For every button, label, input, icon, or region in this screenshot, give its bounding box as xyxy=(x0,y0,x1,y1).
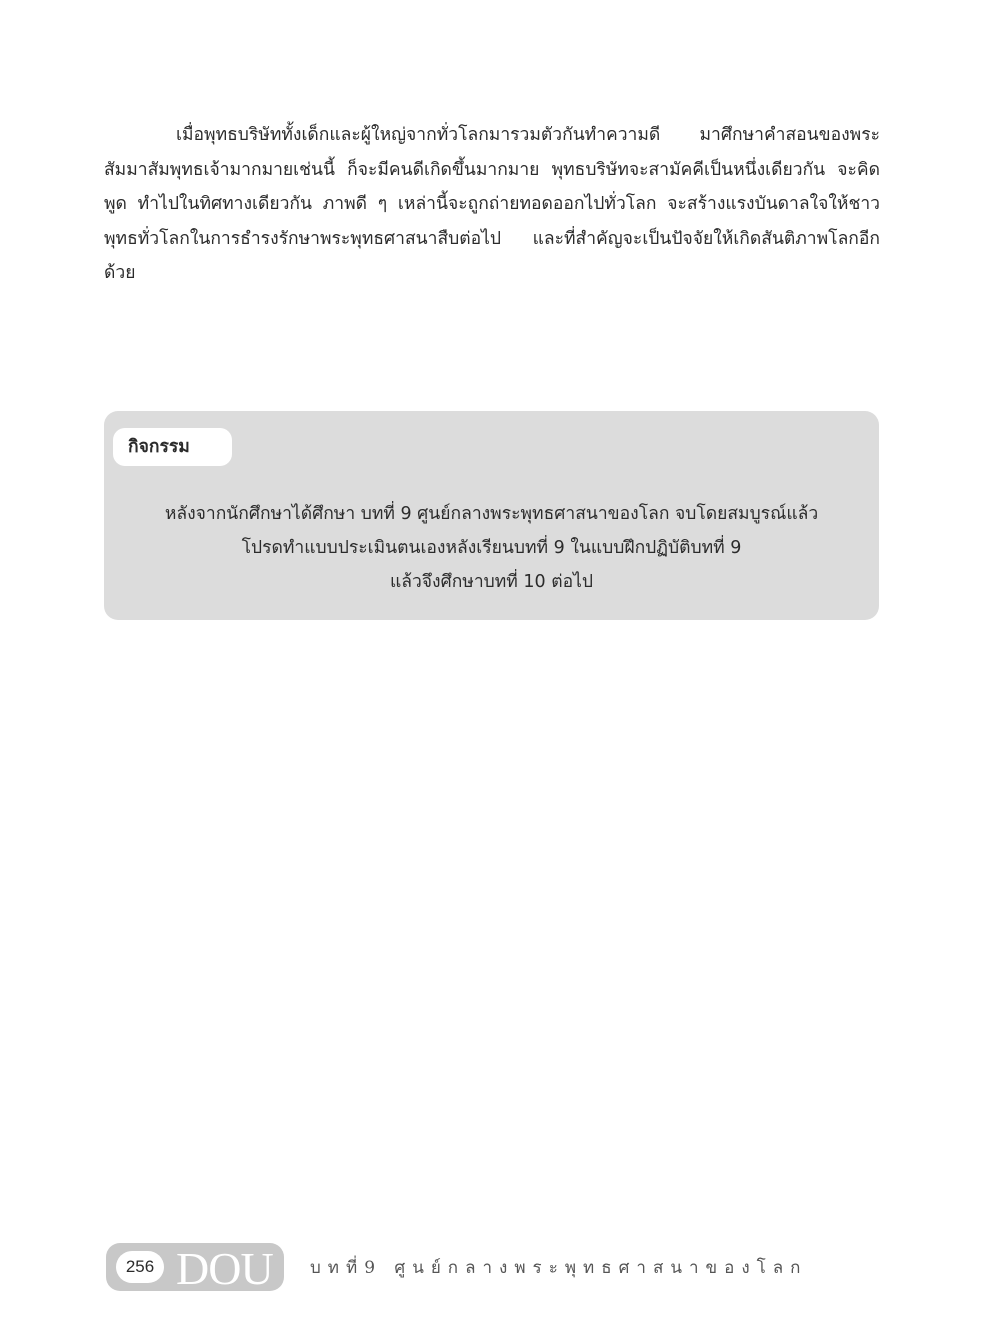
running-header: บทที่9 ศูนย์กลางพระพุทธศาสนาของโลก xyxy=(310,1258,808,1278)
activity-box xyxy=(104,411,879,620)
footer-badge xyxy=(106,1243,284,1294)
body-paragraph: เมื่อพุทธบริษัททั้งเด็กและผู้ใหญ่จากทั่วโลกมารวมตัวกันทำความดี มาศึกษาคำสอนของพระสัมมาสัมพุทธเจ้ามากมายเช่นนี้ ก็จะมีคนดีเกิดขึ้นมากมาย พุทธบริษัทจะสามัคคีเป็นหนึ่งเดียวกัน จะคิด พูด ทำไปในทิศทางเดียวกัน ภาพดี ๆ เหล่านี้จะถูกถ่ายทอดออกไปทั่วโลก จะสร้างแรงบันดาลใจให้ชาวพุทธทั่วโลกในการธำรงรักษาพระพุทธศาสนาสืบต่อไป และที่สำคัญจะเป็นปัจจัยให้เกิดสันติภาพโลกอีกด้วย xyxy=(104,125,880,283)
activity-instructions xyxy=(104,497,879,599)
activity-line: หลังจากนักศึกษาได้ศึกษา บทที่ 9 ศูนย์กลางพระพุทธศาสนาของโลก จบโดยสมบูรณ์แล้ว xyxy=(164,504,819,524)
activity-line: แล้วจึงศึกษาบทที่ 10 ต่อไป xyxy=(389,572,594,592)
activity-label: กิจกรรม xyxy=(113,428,232,466)
activity-line: โปรดทำแบบประเมินตนเองหลังเรียนบทที่ 9 ในแบบฝึกปฏิบัติบทที่ 9 xyxy=(241,538,742,558)
page-number: 256 xyxy=(116,1251,164,1283)
dou-logo: DOU xyxy=(176,1243,273,1294)
